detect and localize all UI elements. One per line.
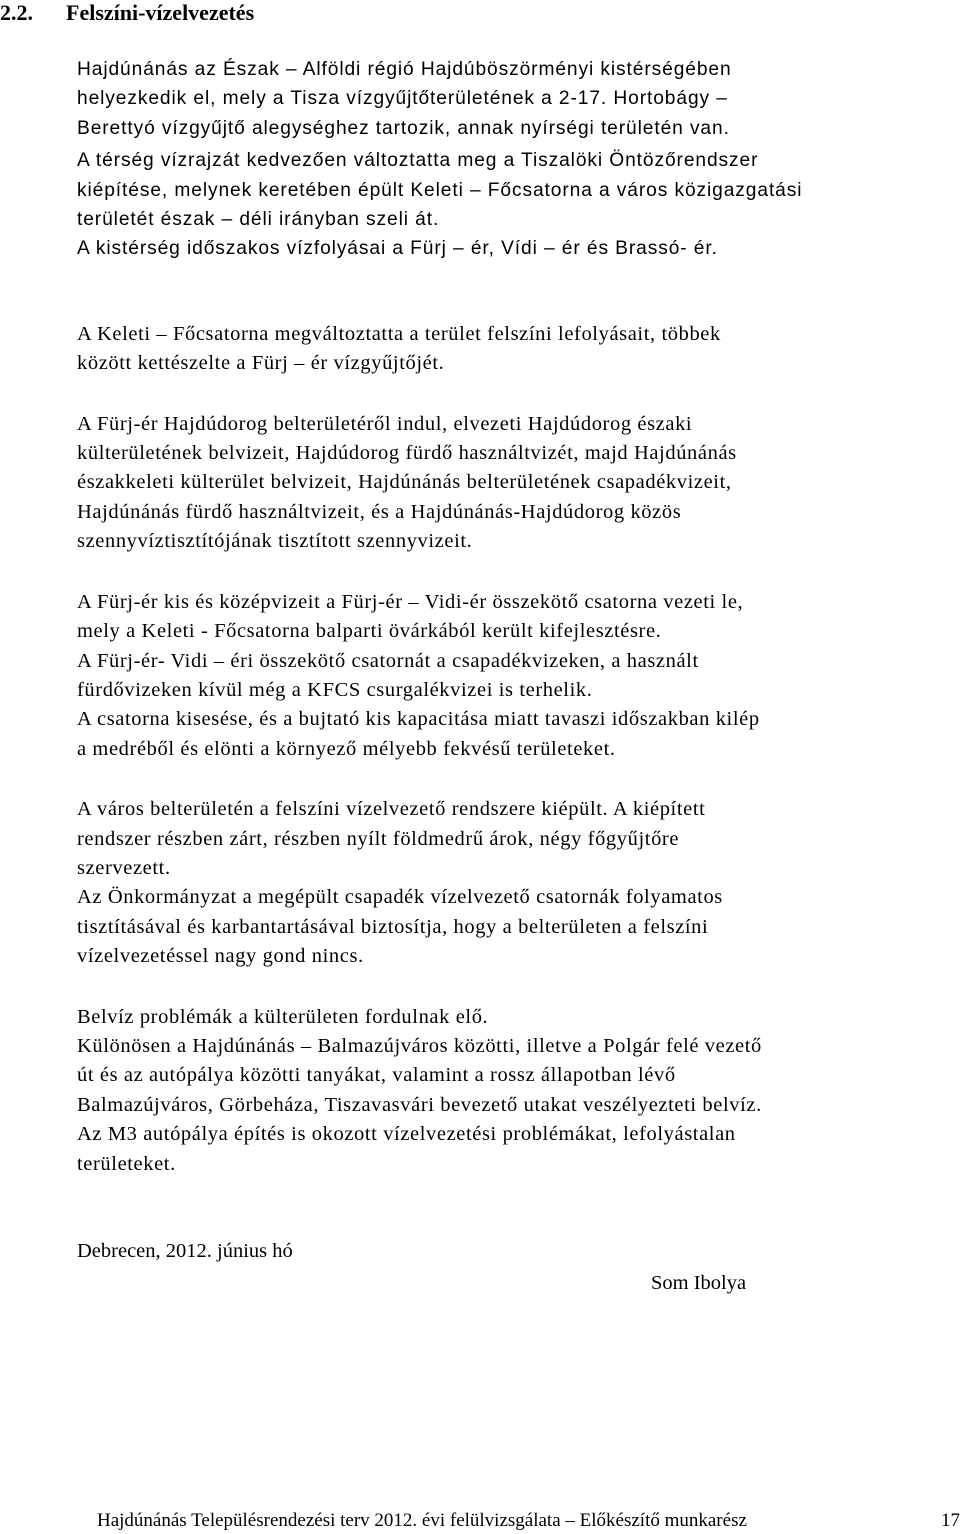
text-line: területeket. [77,1152,176,1175]
paragraph-hydrography [77,146,958,234]
text-line: fürdővizeken kívül még a KFCS csurgalékvizei is terhelik. [77,678,593,701]
section-number: 2.2. [0,0,33,25]
paragraph-kilepes [77,705,958,764]
text-line: Balmazújváros, Görbeháza, Tiszavasvári bevezető utakat veszélyezteti belvíz. [77,1093,762,1116]
text-line: szervezett. [77,856,171,879]
text-line: helyezkedik el, mely a Tisza vízgyűjtőterületének a 2-17. Hortobágy – [77,88,728,110]
paragraph-csatorna-terheles [77,647,958,706]
text-line: vízelvezetéssel nagy gond nincs. [77,945,364,968]
text-line: északkeleti külterület belvizeit, Hajdúnánás belterületének csapadékvizeit, [77,471,732,494]
section-heading [0,0,254,26]
paragraph-belteruleti-rendszer [77,795,958,883]
document-body [77,55,958,1179]
signature-name: Som Ibolya [651,1272,747,1294]
text-line: A Keleti – Főcsatorna megváltoztatta a terület felszíni lefolyásait, többek [77,322,721,345]
text-line: mely a Keleti - Főcsatorna balparti övárkából került kifejlesztésre. [77,620,662,643]
page-footer [97,1510,960,1532]
text-line: A város belterületén a felszíni vízelvezető rendszere kiépült. A kiépített [77,798,706,821]
section-title: Felszíni-vízelvezetés [66,0,255,25]
text-line: Hajdúnánás az Észak – Alföldi régió Hajdúböszörményi kistérségében [77,59,732,80]
paragraph-belviz [77,1003,958,1032]
text-line: A Fürj-ér kis és középvizeit a Fürj-ér – Vidi-ér összekötő csatorna vezeti le, [77,590,744,613]
paragraph-m3-autopalya [77,1120,958,1179]
text-line: A kistérség időszakos vízfolyásai a Fürj – ér, Vídi – ér és Brassó- ér. [77,238,718,260]
paragraph-keleti-focsatorna [77,320,958,379]
text-line: Az Önkormányzat a megépült csapadék vízelvezető csatornák folyamatos [77,886,723,909]
text-line: rendszer részben zárt, részben nyílt földmedrű árok, négy főgyűjtőre [77,827,680,850]
text-line: A csatorna kisesése, és a bujtató kis kapacitása miatt tavaszi időszakban kilép [77,708,760,731]
text-line: tisztításával és karbantartásával biztosítja, hogy a belterületen a felszíni [77,915,709,938]
text-line: Az M3 autópálya építés is okozott vízelvezetési problémákat, lefolyástalan [77,1123,736,1146]
place-date: Debrecen, 2012. június hó [77,1240,293,1262]
paragraph-location [77,55,958,143]
text-line: szennyvíztisztítójának tisztított szennyvizeit. [77,530,473,553]
text-line: területét észak – déli irányban szeli át. [77,209,440,231]
paragraph-osszekoto-csatorna [77,588,958,647]
footer-text: Hajdúnánás Településrendezési terv 2012. évi felülvizsgálata – Előkészítő munkarész [97,1510,747,1531]
text-line: A térség vízrajzát kedvezően változtatta meg a Tiszalöki Öntözőrendszer [77,150,759,172]
paragraph-furj-er [77,410,958,557]
text-line: A Fürj-ér- Vidi – éri összekötő csatornát a csapadékvizeken, a használt [77,649,699,672]
text-line: út és az autópálya közötti tanyákat, valamint a rossz állapotban lévő [77,1064,676,1087]
text-line: kiépítése, melynek keretében épült Keleti – Főcsatorna a város közigazgatási [77,179,803,201]
text-line: között kettészelte a Fürj – ér vízgyűjtőjét. [77,352,445,375]
text-line: A Fürj-ér Hajdúdorog belterületéről indul, elvezeti Hajdúdorog északi [77,412,693,435]
text-line: Hajdúnánás fürdő használtvizeit, és a Hajdúnánás-Hajdúdorog közös [77,500,682,523]
text-line: a medréből és elönti a környező mélyebb fekvésű területeket. [77,737,616,760]
paragraph-streams [77,234,958,263]
paragraph-veszelyeztetett [77,1032,958,1120]
text-line: Berettyó vízgyűjtő alegységhez tartozik, annak nyírségi területén van. [77,117,730,139]
page-number: 17 [941,1510,960,1531]
text-line: külterületének belvizeit, Hajdúdorog fürdő használtvizét, majd Hajdúnánás [77,442,737,465]
paragraph-onkormanyzat [77,883,958,971]
text-line: Belvíz problémák a külterületen fordulnak elő. [77,1005,489,1028]
text-line: Különösen a Hajdúnánás – Balmazújváros közötti, illetve a Polgár felé vezető [77,1034,762,1057]
